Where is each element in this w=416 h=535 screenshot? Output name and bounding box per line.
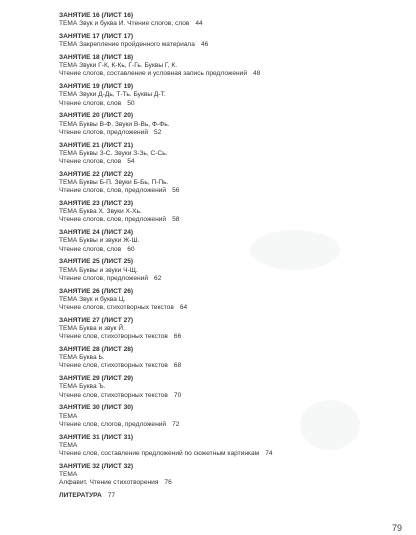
lesson-topic-line: [59, 392, 181, 400]
page-ref: 56: [172, 187, 180, 195]
lesson-topic-line: [59, 333, 181, 341]
lesson-topic-line: [59, 62, 177, 70]
lesson-topic-line-text: ТЕМА Буква Х. Звуки Х-Хь.: [59, 208, 142, 216]
lesson-heading-text: ЗАНЯТИЕ 20 (ЛИСТ 20): [59, 112, 134, 120]
lesson-heading-text: ЗАНЯТИЕ 18 (ЛИСТ 18): [59, 54, 134, 61]
lesson-heading: [59, 33, 133, 41]
lesson-topic-line: [59, 267, 138, 275]
page-ref: 64: [179, 304, 188, 311]
lesson-topic-line: [59, 70, 260, 78]
page-ref: 58: [172, 216, 180, 224]
page-number: 79: [391, 523, 402, 533]
lesson-topic-line: [59, 479, 172, 487]
page-ref: 44: [195, 20, 203, 28]
lesson-topic-line-text: Чтение слогов, предложений: [59, 274, 149, 282]
lesson-topic-line: [59, 187, 179, 195]
lesson-heading-text: ЗАНЯТИЕ 17 (ЛИСТ 17): [59, 33, 134, 40]
lesson-heading: [59, 288, 133, 296]
lesson-topic-line: [59, 41, 208, 49]
lesson-heading: [59, 258, 133, 266]
lesson-heading: [59, 346, 133, 354]
lesson-topic-line: [59, 179, 168, 187]
lesson-topic-line: [59, 325, 125, 333]
lesson-heading-text: ЗАНЯТИЕ 28 (ЛИСТ 28): [59, 346, 134, 353]
lesson-topic-line: [59, 421, 179, 429]
lesson-topic-line-text: ТЕМА Звук и буква Ц.: [59, 295, 126, 303]
lesson-topic-line-text: Чтение слов, стихотворных текстов: [59, 333, 168, 341]
lesson-heading-text: ЗАНЯТИЕ 19 (ЛИСТ 19): [59, 83, 134, 91]
page-ref: 74: [265, 450, 273, 457]
lesson-topic-line: [59, 129, 161, 137]
lesson-topic-line: [59, 354, 105, 362]
paper-stain: [300, 400, 360, 450]
lesson-topic-line: [59, 383, 106, 391]
lesson-heading: [59, 200, 133, 208]
lesson-topic-line-text: Чтение слогов, слов, предложений: [59, 216, 167, 224]
lesson-topic-line-text: ТЕМА Буквы Б-П. Звуки Б-Бь, П-Пь.: [59, 179, 169, 186]
lesson-heading: [59, 142, 133, 150]
lesson-topic-line: [59, 471, 77, 479]
page-ref: 72: [172, 420, 180, 428]
lesson-topic-line-text: ТЕМА: [59, 441, 78, 449]
lesson-topic-line-text: Чтение слогов, составление и условная запись предложений: [59, 70, 248, 78]
lesson-heading-text: ЗАНЯТИЕ 30 (ЛИСТ 30): [59, 404, 134, 412]
lesson-topic-line-text: ТЕМА Звуки Д-Дь, Т-Ть. Буквы Д-Т.: [59, 91, 166, 99]
page-ref: 54: [127, 158, 135, 165]
lesson-heading: [59, 12, 133, 20]
page-ref: 70: [173, 391, 182, 399]
lesson-topic-line-text: Чтение слов, стихотворных текстов: [59, 362, 168, 370]
lesson-heading-text: ЗАНЯТИЕ 16 (ЛИСТ 16): [59, 12, 134, 19]
lesson-heading-text: ЗАНЯТИЕ 31 (ЛИСТ 31): [59, 433, 134, 441]
lesson-heading: [59, 54, 133, 62]
lesson-topic-line-text: Чтение слогов, предложений: [59, 128, 149, 136]
lesson-topic-line: [59, 208, 142, 216]
lesson-topic-line: [59, 20, 203, 28]
lesson-topic-line-text: ТЕМА Буквы В-Ф. Звуки В-Вь, Ф-Фь.: [59, 120, 170, 128]
paper-stain: [250, 230, 340, 270]
page-ref: 60: [127, 245, 135, 253]
lesson-topic-line: [59, 150, 167, 158]
lesson-heading-text: ЗАНЯТИЕ 25 (ЛИСТ 25): [59, 258, 134, 266]
lesson-heading-text: ЗАНЯТИЕ 26 (ЛИСТ 26): [59, 287, 134, 295]
page-ref: 62: [154, 274, 162, 282]
literature-heading: [59, 492, 115, 500]
lesson-heading-text: ЗАНЯТИЕ 23 (ЛИСТ 23): [59, 200, 134, 207]
lesson-heading: [59, 404, 133, 412]
lesson-topic-line-text: ТЕМА: [59, 471, 78, 478]
lesson-topic-line-text: ТЕМА Буквы и звуки Ж-Ш.: [59, 237, 140, 245]
lesson-topic-line-text: Чтение слогов, слов: [59, 99, 122, 107]
lesson-heading: [59, 83, 133, 91]
lesson-topic-line-text: Чтение слов, стихотворных текстов: [59, 391, 168, 399]
lesson-topic-line-text: Чтение слов, составление предложений по сюжетным картинкам: [59, 450, 260, 457]
lesson-topic-line-text: Чтение слогов, слов, предложений: [59, 187, 167, 195]
lesson-topic-line: [59, 100, 135, 108]
lesson-topic-line-text: Чтение слогов, слов: [59, 245, 122, 253]
lesson-topic-line: [59, 121, 169, 129]
lesson-topic-line: [59, 413, 77, 421]
page-ref: 68: [173, 362, 182, 370]
lesson-topic-line: [59, 304, 187, 312]
lesson-topic-line: [59, 216, 179, 224]
lesson-heading-text: ЗАНЯТИЕ 29 (ЛИСТ 29): [59, 375, 134, 383]
lesson-heading: [59, 317, 133, 325]
lesson-topic-line-text: ТЕМА: [59, 412, 78, 420]
lesson-heading: [59, 171, 133, 179]
page-ref: 76: [164, 479, 172, 487]
lesson-heading-text: ЗАНЯТИЕ 22 (ЛИСТ 22): [59, 170, 134, 178]
page-ref: 50: [127, 99, 135, 107]
lesson-topic-line-text: ТЕМА Звук и буква И. Чтение слогов, слов: [59, 20, 190, 28]
lesson-heading: [59, 463, 133, 471]
lesson-heading: [59, 375, 133, 383]
lesson-topic-line-text: Алфавит. Чтение стихотворения: [59, 479, 159, 487]
lesson-topic-line-text: Чтение слогов, стихотворных текстов: [59, 304, 174, 311]
lesson-topic-line-text: ТЕМА Буква и звук Й.: [59, 325, 125, 332]
lesson-heading-text: ЗАНЯТИЕ 21 (ЛИСТ 21): [59, 141, 134, 149]
lesson-topic-line: [59, 91, 166, 99]
lesson-heading: [59, 229, 133, 237]
lesson-topic-line: [59, 450, 273, 458]
literature-heading-text: ЛИТЕРАТУРА: [59, 492, 102, 499]
lesson-topic-line-text: ТЕМА Буква Ъ.: [59, 383, 106, 391]
lesson-topic-line: [59, 246, 135, 254]
lesson-topic-line: [59, 362, 181, 370]
page-ref: 52: [154, 128, 162, 136]
lesson-heading: [59, 112, 133, 120]
lesson-heading-text: ЗАНЯТИЕ 24 (ЛИСТ 24): [59, 229, 134, 237]
lesson-topic-line-text: ТЕМА Буква Ь.: [59, 354, 105, 362]
lesson-topic-line-text: ТЕМА Буквы З-С. Звуки З-Зь, С-Сь.: [59, 149, 168, 157]
lesson-topic-line: [59, 158, 135, 166]
page-ref: 46: [200, 41, 209, 49]
lesson-topic-line: [59, 275, 161, 283]
lesson-heading-text: ЗАНЯТИЕ 27 (ЛИСТ 27): [59, 316, 134, 324]
page-ref: 66: [173, 333, 182, 341]
lesson-topic-line: [59, 296, 125, 304]
page-ref: 48: [253, 70, 261, 78]
lesson-topic-line-text: ТЕМА Звуки Г-К, К-Кь, Г-Гь. Буквы Г, К.: [59, 62, 178, 70]
lesson-topic-line-text: Чтение слов, слогов, предложений: [59, 420, 167, 428]
page-ref: 77: [107, 492, 116, 499]
lesson-heading-text: ЗАНЯТИЕ 32 (ЛИСТ 32): [59, 462, 134, 470]
lesson-topic-line: [59, 237, 139, 245]
lesson-topic-line-text: ТЕМА Закрепление пройденного материала: [59, 41, 195, 49]
lesson-topic-line: [59, 442, 77, 450]
lesson-heading: [59, 434, 133, 442]
lesson-topic-line-text: ТЕМА Буквы и звуки Ч-Щ.: [59, 266, 138, 274]
lesson-topic-line-text: Чтение слогов, слов: [59, 158, 122, 165]
